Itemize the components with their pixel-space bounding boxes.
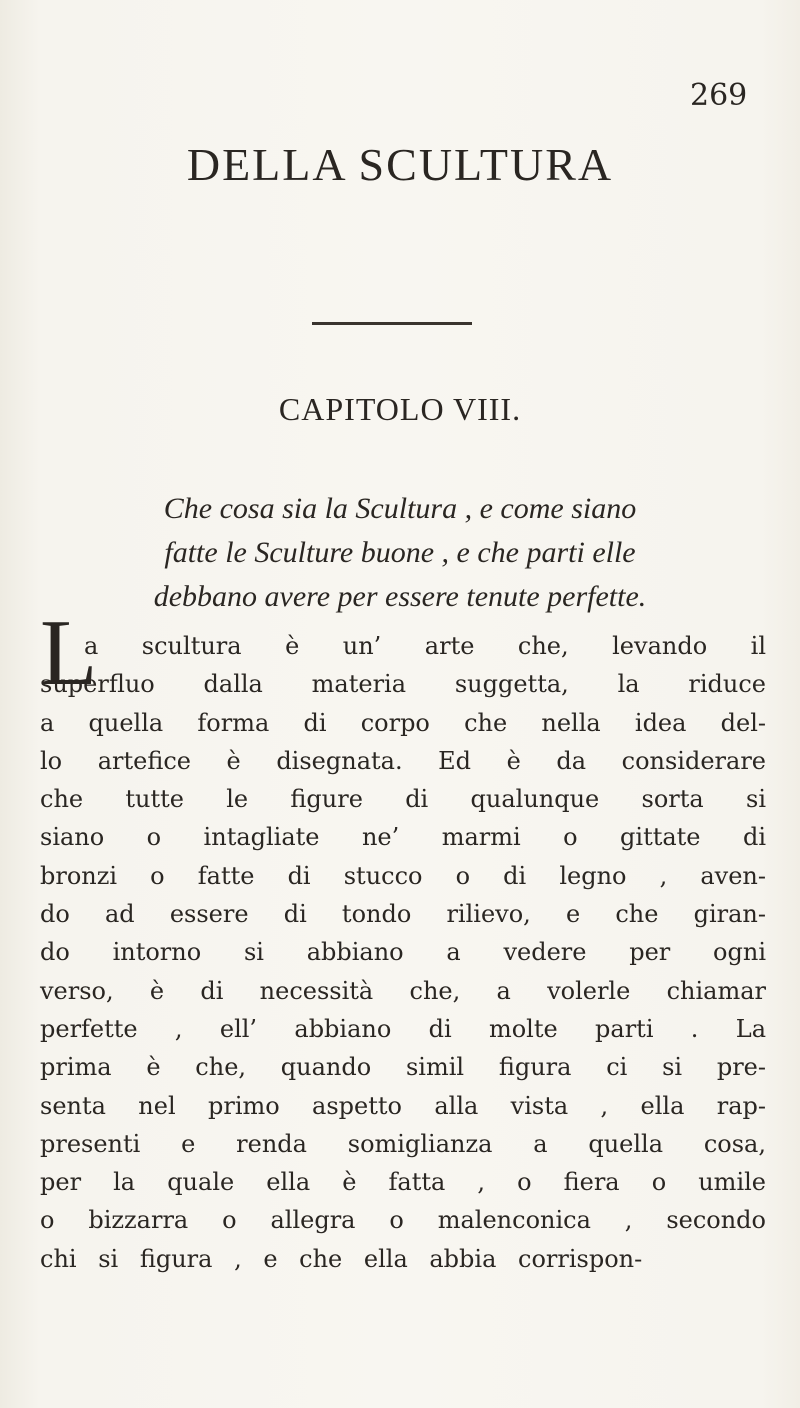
body-line: per la quale ella è fatta , o fiera o umile — [40, 1168, 766, 1197]
body-line: prima è che, quando simil figura ci si pre- — [40, 1053, 766, 1082]
body-line: perfette , ell’ abbiano di molte parti . La — [40, 1014, 766, 1043]
chapter-title — [40, 487, 760, 619]
body-line: presenti e renda somiglianza a quella cosa, — [40, 1129, 766, 1158]
body-line: a quella forma di corpo che nella idea del- — [40, 708, 766, 737]
body-line: a scultura è un’ arte che, levando il — [84, 632, 766, 660]
body-line: o bizzarra o allegra o malenconica , secondo — [40, 1206, 766, 1235]
body-line: superfluo dalla materia suggetta, la riduce — [40, 670, 766, 699]
body-line: bronzi o fatte di stucco o di legno , aven- — [40, 861, 766, 890]
body-line: che tutte le figure di qualunque sorta si — [40, 785, 766, 814]
body-line: senta nel primo aspetto alla vista , ella rap- — [40, 1091, 766, 1120]
page-number: 269 — [690, 78, 748, 113]
chapter-title-line: fatte le Sculture buone , e che parti elle — [164, 536, 636, 569]
body-line: do ad essere di tondo rilievo, e che giran- — [40, 900, 766, 929]
body-text — [40, 627, 766, 1278]
chapter-title-line: Che cosa sia la Scultura , e come siano — [163, 492, 637, 525]
running-title: DELLA SCULTURA — [186, 139, 614, 190]
body-line: do intorno si abbiano a vedere per ogni — [40, 938, 766, 967]
chapter-heading: CAPITOLO VIII. — [278, 391, 522, 427]
chapter-title-line: debbano avere per essere tenute perfette. — [153, 580, 647, 613]
body-line: siano o intagliate ne’ marmi o gittate di — [40, 823, 766, 852]
drop-cap: L — [40, 601, 98, 705]
body-line: chi si figura , e che ella abbia corrispon- — [40, 1244, 643, 1273]
decorative-rule — [312, 322, 472, 325]
body-line: lo artefice è disegnata. Ed è da considerare — [40, 746, 766, 775]
body-line: verso, è di necessità che, a volerle chiamar — [40, 976, 766, 1005]
